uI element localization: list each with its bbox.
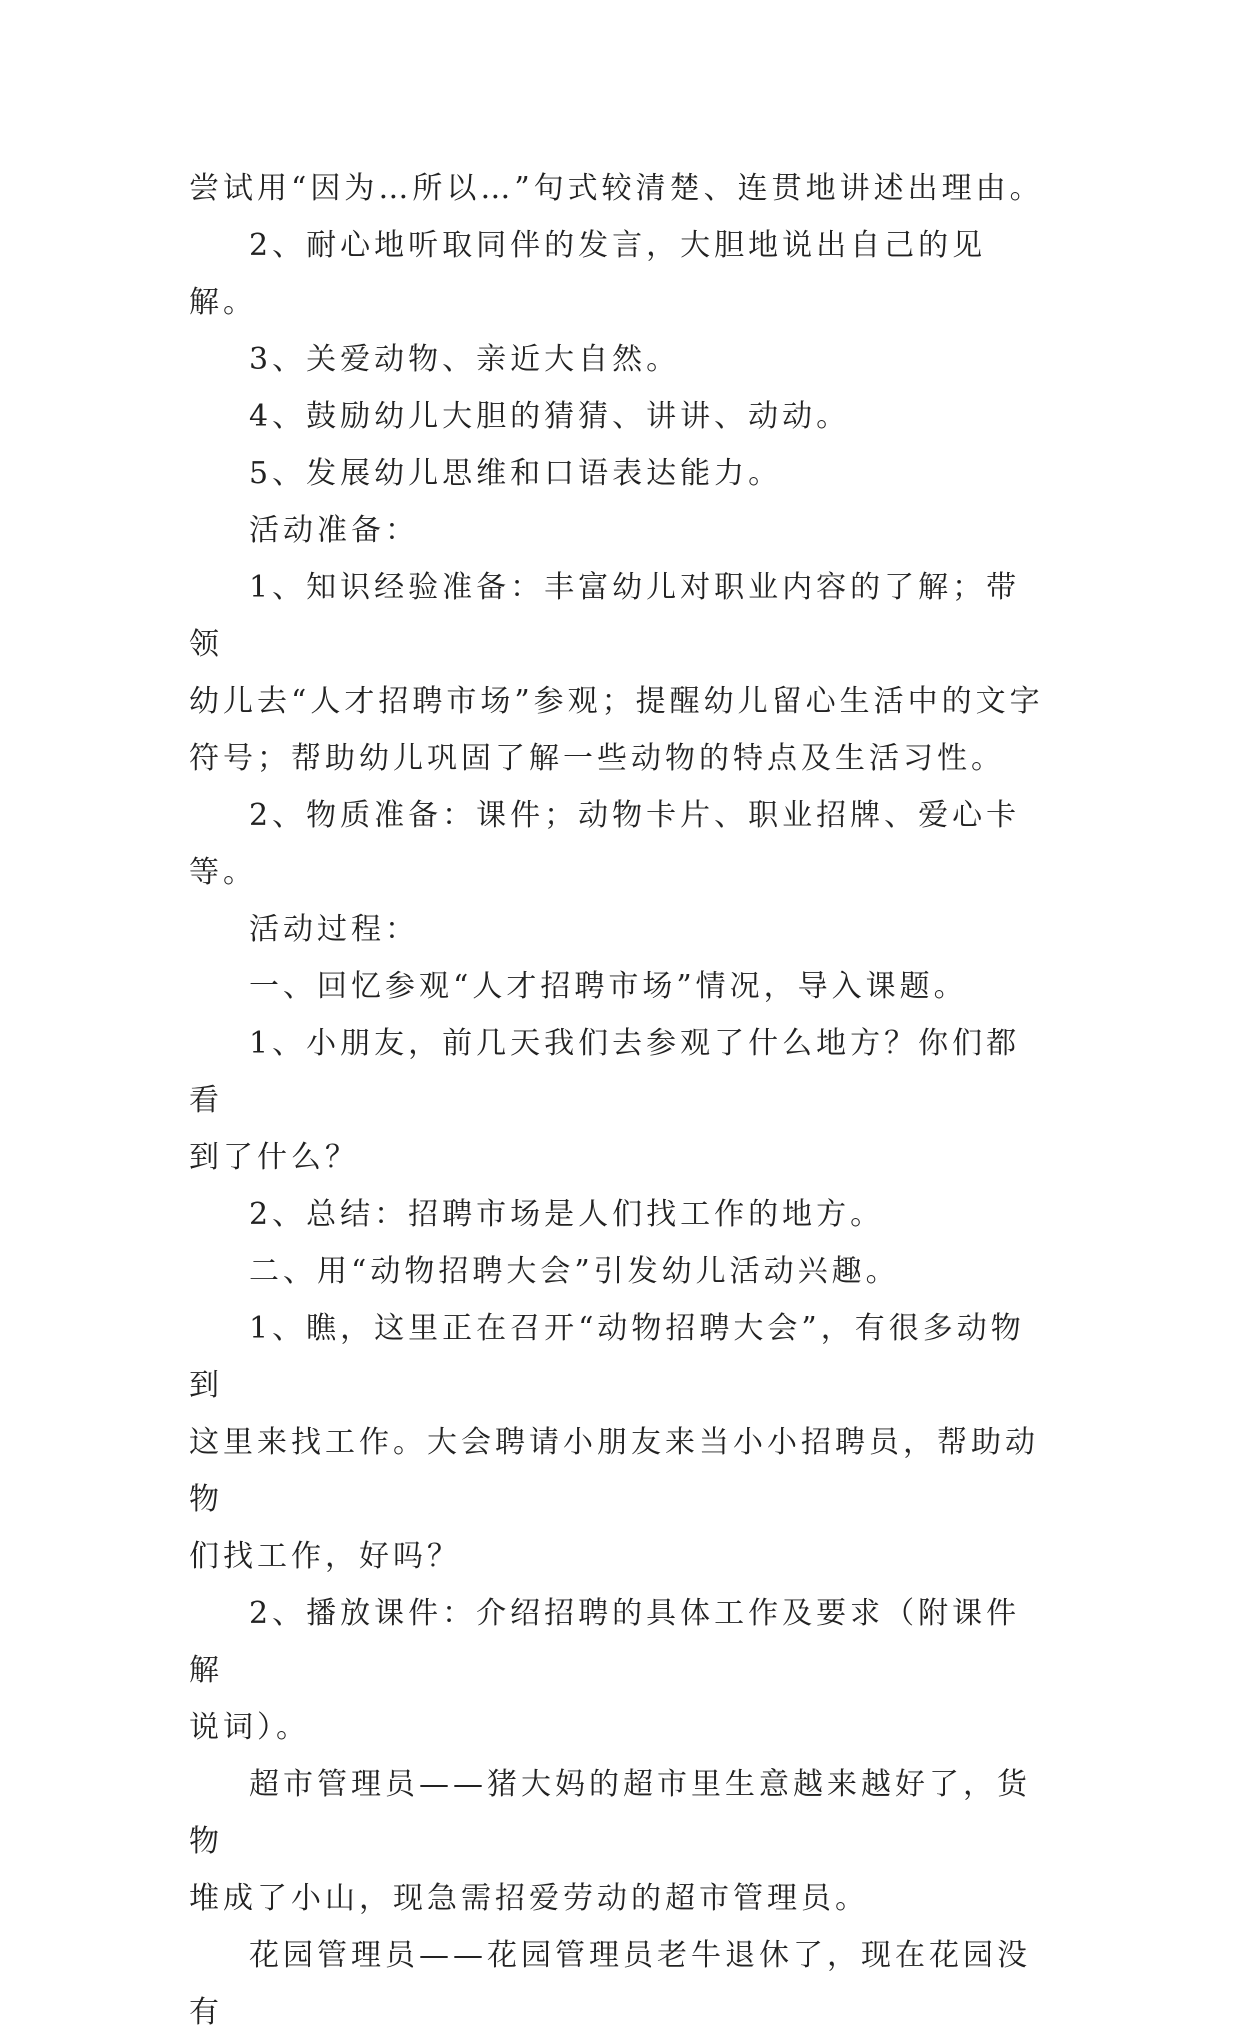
text-line: 们找工作，好吗？ — [189, 1539, 461, 1574]
text-line: 2、耐心地听取同伴的发言，大胆地说出自己的见解。 — [189, 228, 987, 320]
text-line: 这里来找工作。大会聘请小朋友来当小小招聘员，帮助动物 — [189, 1425, 1039, 1517]
paragraph — [189, 901, 1051, 958]
text-line: 4、鼓励幼儿大胆的猜猜、讲讲、动动。 — [249, 399, 851, 434]
text-line: 1、小朋友，前几天我们去参观了什么地方？你们都看 — [189, 1026, 1021, 1118]
paragraph — [189, 1015, 1051, 1186]
text-line: 5、发展幼儿思维和口语表达能力。 — [249, 456, 783, 491]
paragraph — [189, 1927, 1051, 2041]
document-body — [189, 160, 1051, 2041]
paragraph — [189, 1585, 1051, 1756]
paragraph — [189, 160, 1051, 217]
text-line: 堆成了小山，现急需招爱劳动的超市管理员。 — [189, 1881, 869, 1916]
text-line: 2、总结：招聘市场是人们找工作的地方。 — [249, 1197, 885, 1232]
text-line: 2、物质准备：课件；动物卡片、职业招牌、爱心卡等。 — [189, 798, 1021, 890]
text-line: 幼儿去“人才招聘市场”参观；提醒幼儿留心生活中的文字 — [189, 684, 1044, 719]
paragraph — [189, 445, 1051, 502]
text-line: 超市管理员——猪大妈的超市里生意越来越好了，货物 — [189, 1767, 1031, 1859]
text-line: 1、知识经验准备：丰富幼儿对职业内容的了解；带领 — [189, 570, 1021, 662]
text-line: 1、瞧，这里正在召开“动物招聘大会”，有很多动物到 — [189, 1311, 1025, 1403]
text-line: 2、播放课件：介绍招聘的具体工作及要求（附课件解 — [189, 1596, 1021, 1688]
paragraph — [189, 331, 1051, 388]
text-line: 一、回忆参观“人才招聘市场”情况，导入课题。 — [249, 969, 968, 1004]
paragraph — [189, 217, 1051, 331]
paragraph — [189, 502, 1051, 559]
text-line: 符号；帮助幼儿巩固了解一些动物的特点及生活习性。 — [189, 741, 1005, 776]
text-line: 花园管理员——花园管理员老牛退休了，现在花园没有 — [189, 1938, 1031, 2030]
paragraph — [189, 1756, 1051, 1927]
text-line: 说词）。 — [189, 1710, 310, 1745]
text-line: 3、关爱动物、亲近大自然。 — [249, 342, 681, 377]
paragraph — [189, 958, 1051, 1015]
paragraph — [189, 388, 1051, 445]
text-line: 二、用“动物招聘大会”引发幼儿活动兴趣。 — [249, 1254, 900, 1289]
text-line: 尝试用“因为…所以…”句式较清楚、连贯地讲述出理由。 — [189, 171, 1044, 206]
text-line: 活动准备： — [249, 513, 419, 548]
paragraph — [189, 1186, 1051, 1243]
text-line: 活动过程： — [249, 912, 419, 947]
paragraph — [189, 1243, 1051, 1300]
paragraph — [189, 1300, 1051, 1585]
paragraph — [189, 787, 1051, 901]
text-line: 到了什么？ — [189, 1140, 359, 1175]
paragraph — [189, 559, 1051, 787]
